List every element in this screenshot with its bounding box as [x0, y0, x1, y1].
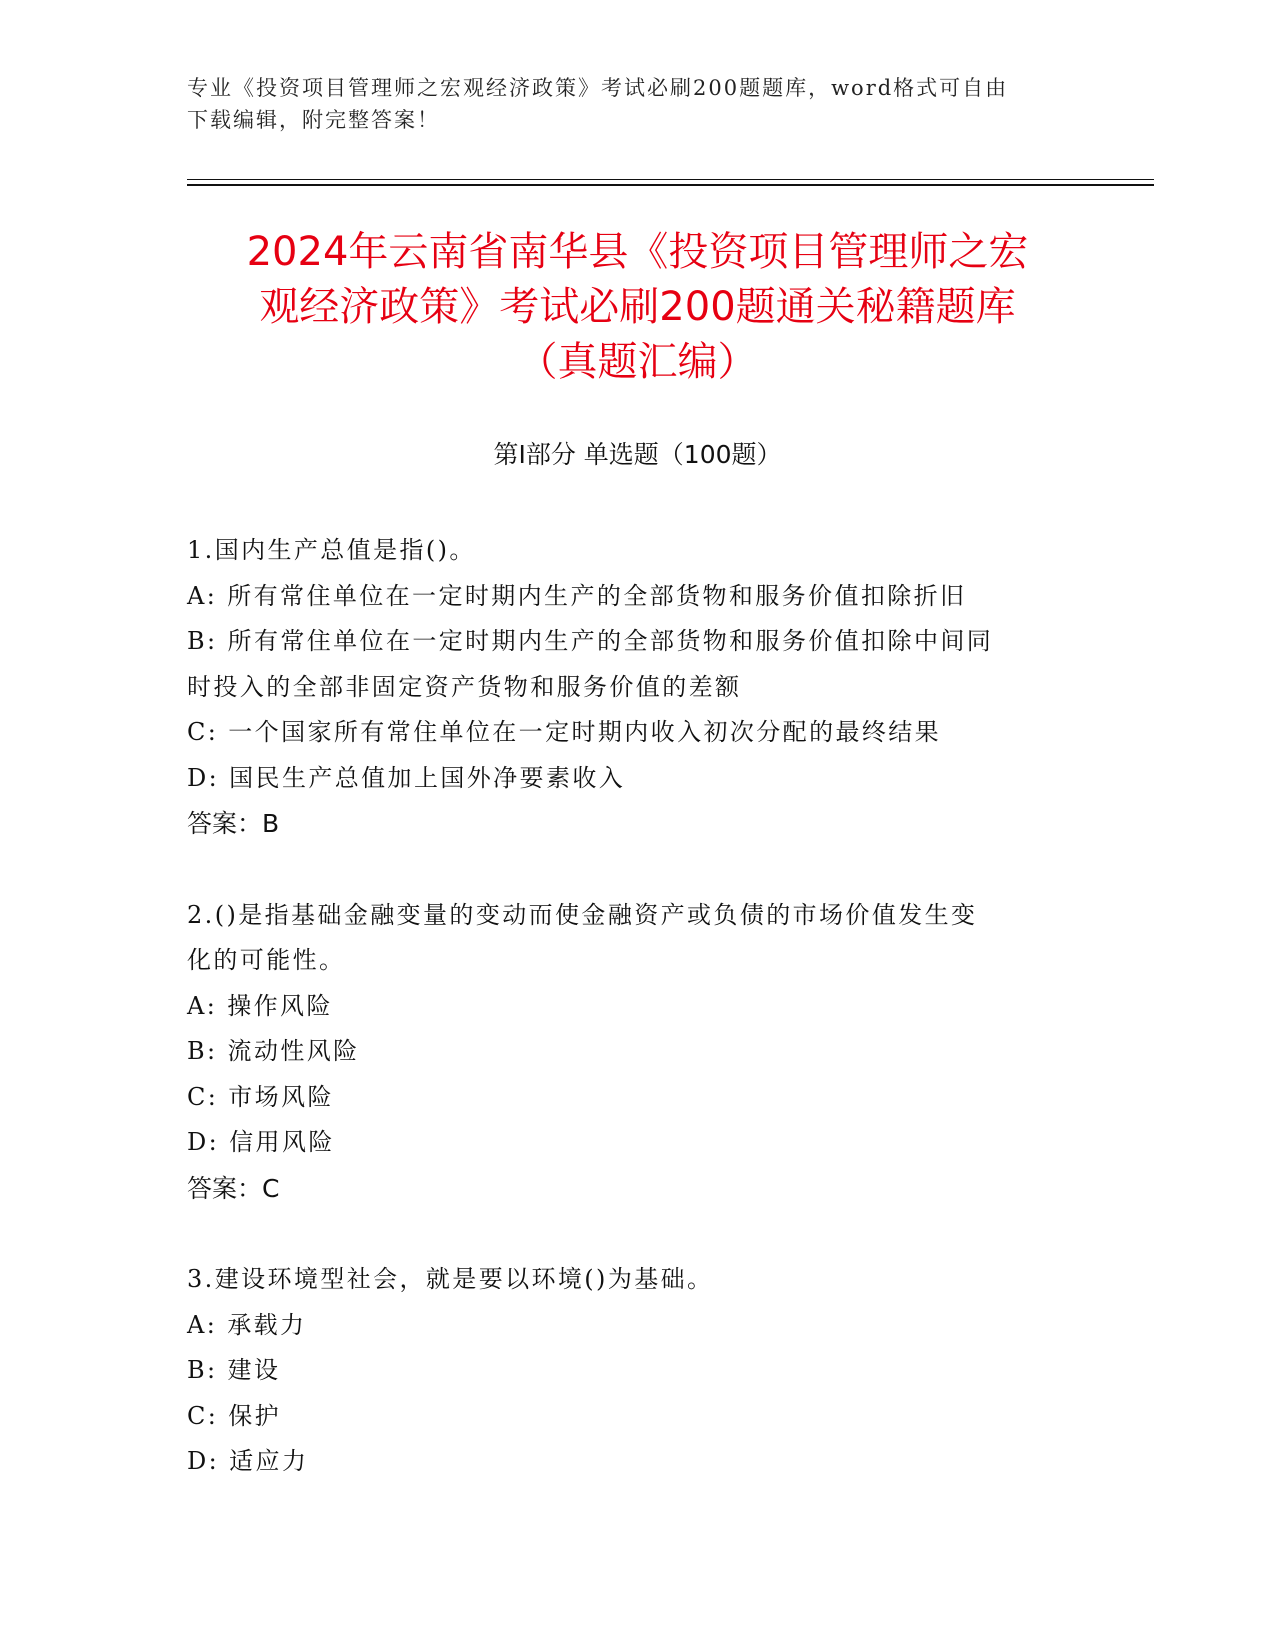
- answer: 答案：B: [187, 809, 280, 838]
- answer: 答案：C: [187, 1173, 280, 1203]
- header-note-line: 下载编辑，附完整答案！: [187, 108, 440, 132]
- header-note: [187, 72, 1087, 136]
- option-d: D: 适应力: [187, 1447, 309, 1475]
- option-b: B: 建设: [187, 1356, 281, 1384]
- title-line: 2024年云南省南华县《投资项目管理师之宏: [246, 229, 1029, 275]
- question-stem: 1.国内生产总值是指()。: [187, 536, 476, 564]
- question-item: [187, 1257, 1067, 1485]
- question-list: [187, 528, 1067, 1531]
- option-b-continued: 时投入的全部非固定资产货物和服务价值的差额: [187, 672, 742, 701]
- option-a: A: 所有常住单位在一定时期内生产的全部货物和服务价值扣除折旧: [187, 581, 967, 610]
- title-line: （真题汇编）: [517, 339, 758, 385]
- option-c: C: 市场风险: [187, 1082, 334, 1111]
- option-a: A: 操作风险: [187, 991, 333, 1020]
- header-divider-thick: [187, 184, 1154, 186]
- title-line: 观经济政策》考试必刷200题通关秘籍题库: [259, 284, 1016, 330]
- header-divider: [187, 179, 1154, 180]
- option-b: B: 所有常住单位在一定时期内生产的全部货物和服务价值扣除中间同: [187, 627, 994, 655]
- option-c: C: 保护: [187, 1401, 282, 1430]
- option-b: B: 流动性风险: [187, 1037, 360, 1065]
- option-c: C: 一个国家所有常住单位在一定时期内收入初次分配的最终结果: [187, 718, 942, 746]
- option-d: D: 国民生产总值加上国外净要素收入: [187, 763, 626, 792]
- question-stem-continued: 化的可能性。: [187, 946, 346, 974]
- question-item: [187, 893, 1067, 1212]
- document-title: [150, 225, 1125, 390]
- header-note-line: 专业《投资项目管理师之宏观经济政策》考试必刷200题题库，word格式可自由: [187, 76, 1009, 100]
- question-stem: 2.()是指基础金融变量的变动而使金融资产或负债的市场价值发生变: [187, 900, 978, 929]
- section-title: 第Ⅰ部分 单选题（100题）: [493, 440, 782, 469]
- question-stem: 3.建设环境型社会，就是要以环境()为基础。: [187, 1265, 714, 1293]
- option-a: A: 承载力: [187, 1310, 307, 1339]
- option-d: D: 信用风险: [187, 1128, 335, 1156]
- question-item: [187, 528, 1067, 847]
